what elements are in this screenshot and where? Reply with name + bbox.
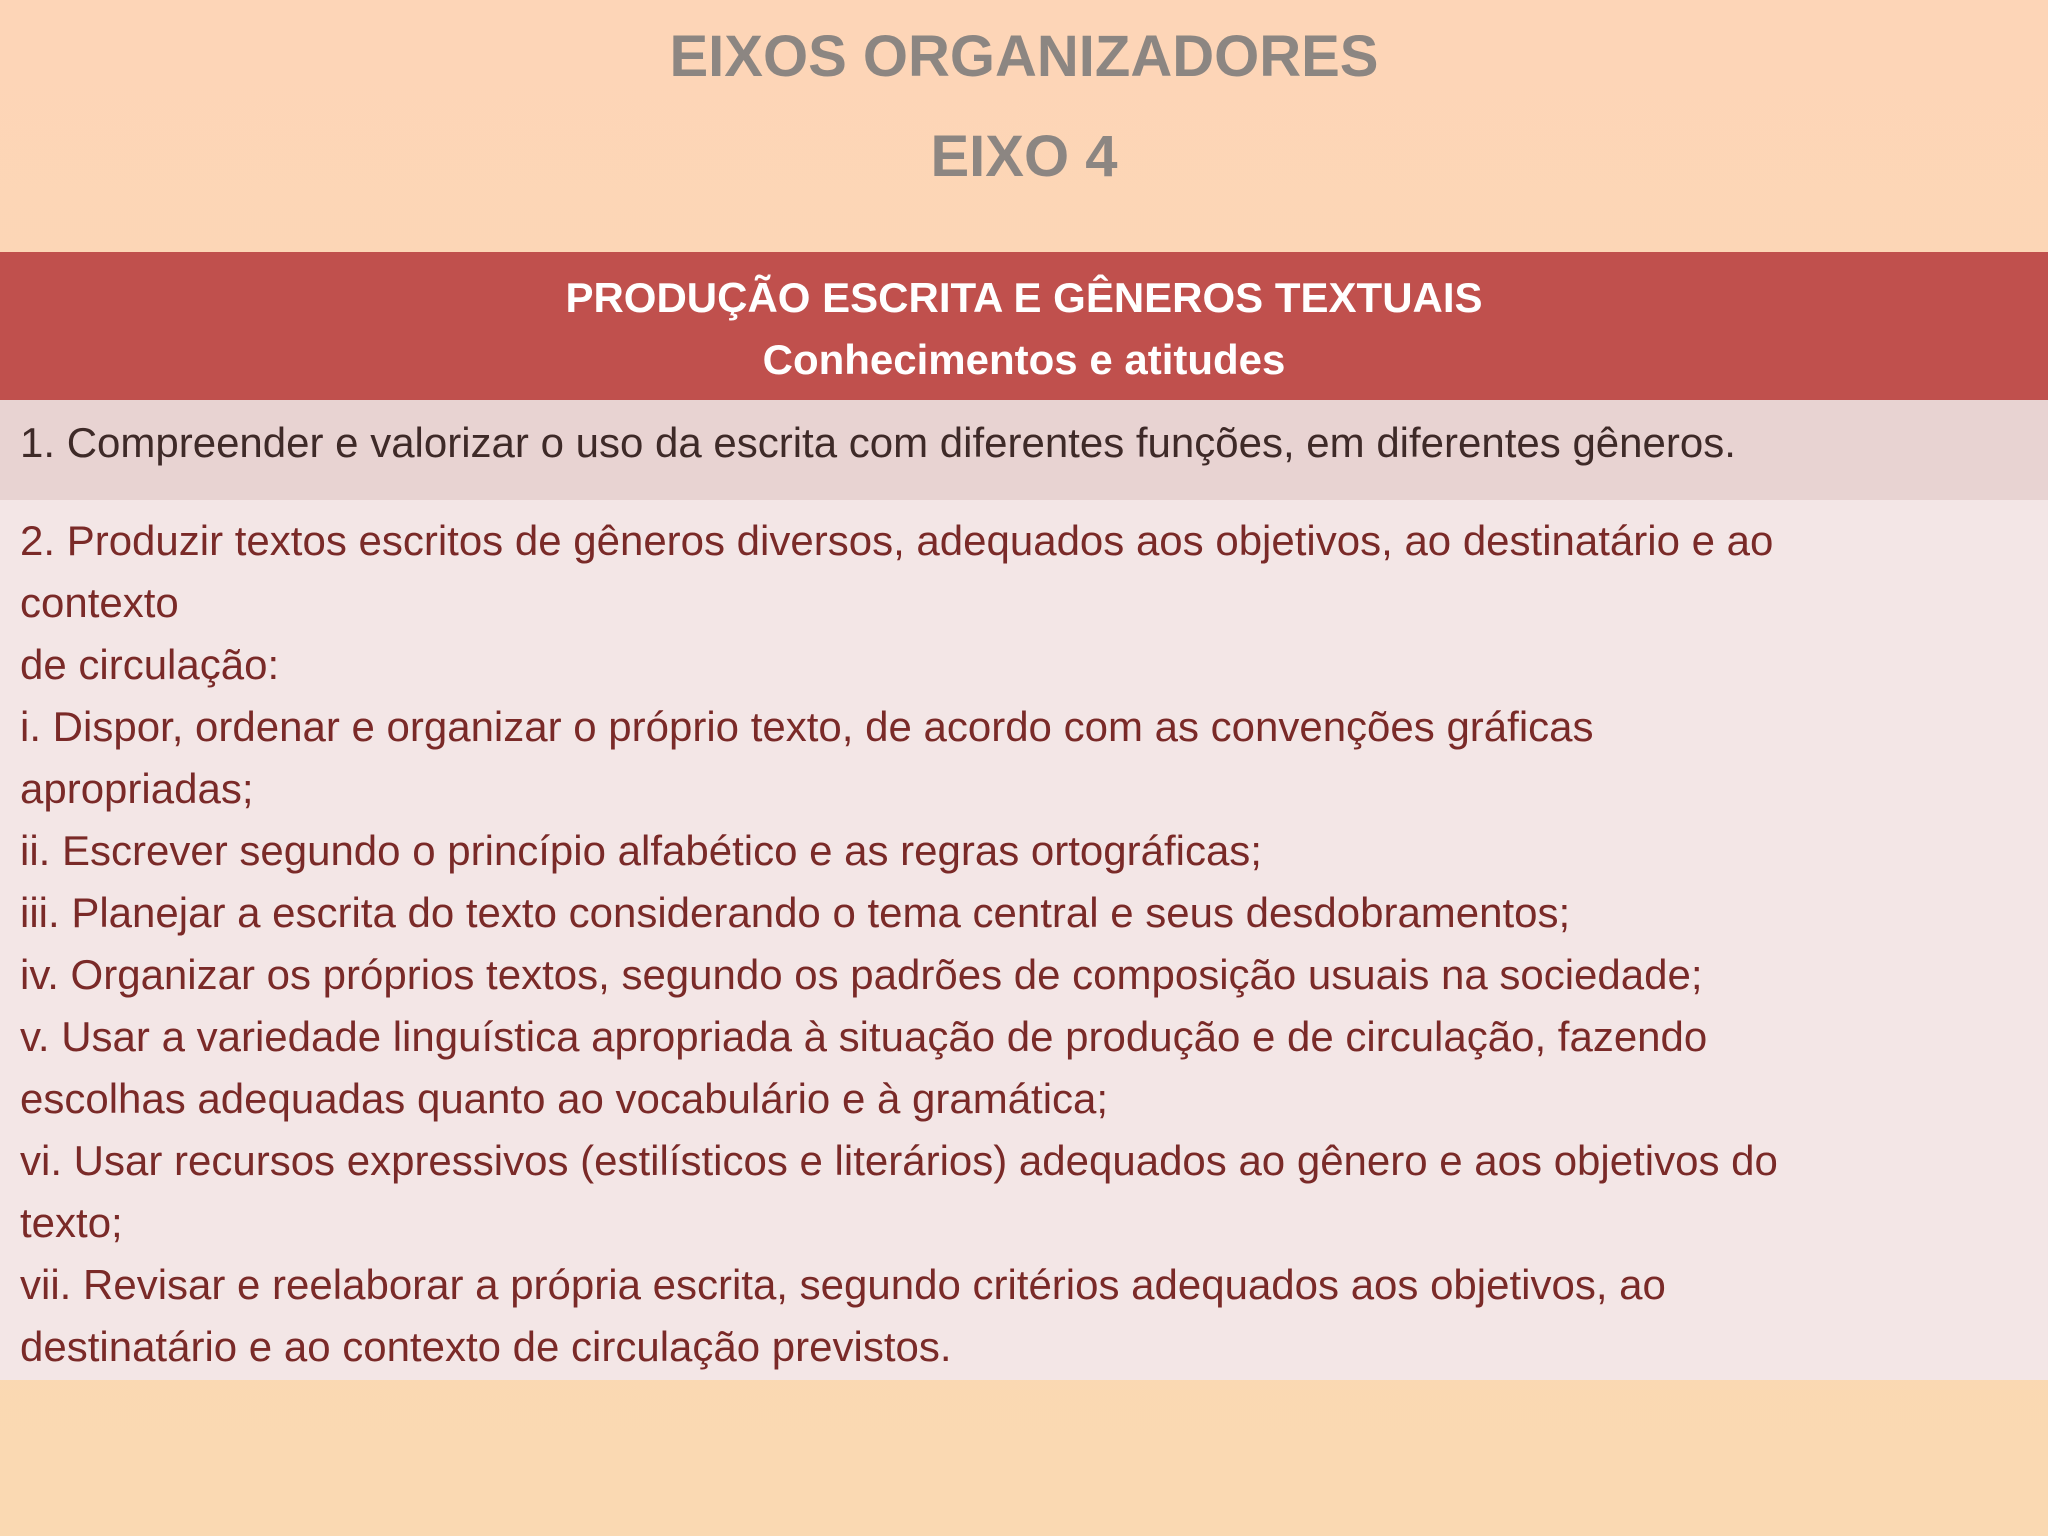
row-text-line: iv. Organizar os próprios textos, segundo os padrões de composição usuais na sociedade; — [20, 951, 1703, 998]
row-text-line: vi. Usar recursos expressivos (estilísticos e literários) adequados ao gênero e aos objetivos do — [20, 1137, 1778, 1184]
slide-title: EIXOS ORGANIZADORES — [669, 24, 1379, 89]
table-header — [0, 252, 2048, 400]
row-text-line: i. Dispor, ordenar e organizar o próprio texto, de acordo com as convenções gráficas — [20, 703, 1594, 750]
content-table — [0, 252, 2048, 1380]
row-text-line: texto; — [20, 1199, 123, 1246]
row-text-line: iii. Planejar a escrita do texto considerando o tema central e seus desdobramentos; — [20, 889, 1571, 936]
row-text-line: destinatário e ao contexto de circulação previstos. — [20, 1323, 952, 1370]
row-text-line: v. Usar a variedade linguística apropriada à situação de produção e de circulação, fazendo — [20, 1013, 1708, 1060]
table-row — [0, 500, 2048, 1380]
row-text-line: escolhas adequadas quanto ao vocabulário e à gramática; — [20, 1075, 1109, 1122]
slide-subtitle: EIXO 4 — [930, 124, 1118, 189]
row-text-line: de circulação: — [20, 641, 280, 688]
row-text-line: vii. Revisar e reelaborar a própria escrita, segundo critérios adequados aos objetivos, ao — [20, 1261, 1666, 1308]
table-header-title: PRODUÇÃO ESCRITA E GÊNEROS TEXTUAIS — [565, 274, 1483, 321]
table-header-subtitle: Conhecimentos e atitudes — [762, 336, 1286, 383]
table-row — [0, 400, 2048, 500]
row-text-line: apropriadas; — [20, 765, 254, 812]
row-text-line: ii. Escrever segundo o princípio alfabético e as regras ortográficas; — [20, 827, 1262, 874]
row-text-line: contexto — [20, 579, 179, 626]
row-text: 1. Compreender e valorizar o uso da escrita com diferentes funções, em diferentes gêneros. — [20, 419, 1736, 466]
row-text-line: 2. Produzir textos escritos de gêneros diversos, adequados aos objetivos, ao destinatário e ao — [20, 517, 1774, 564]
